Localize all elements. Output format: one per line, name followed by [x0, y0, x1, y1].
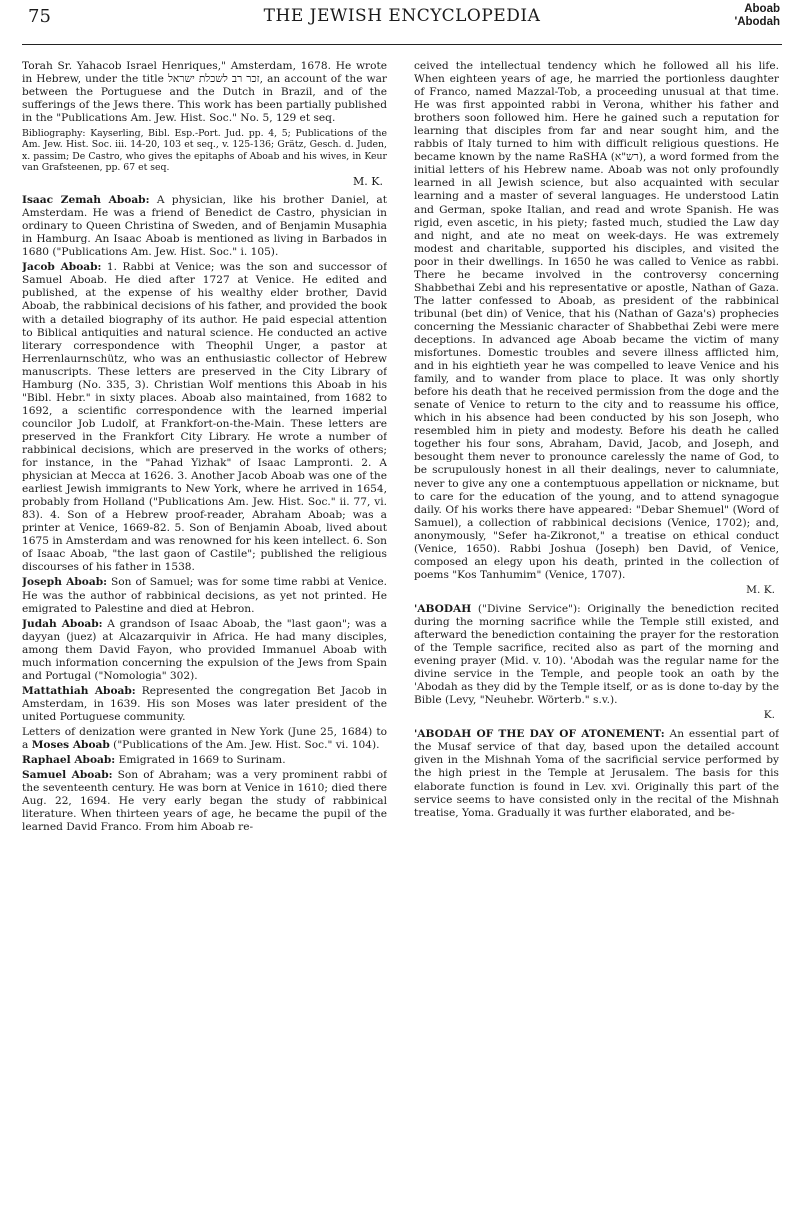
paragraph-samuel-continued: ceived the intellectual tendency which he followed all his life. When eighteen years of age, he married the portionless daughter of Franco, named Mazzal-Tob, a proceeding unusual at that time. He was first appointed rabbi in Verona, whither his father and brothers soon followed him. Here he gained such a reputation for learning that disciples from far and near sought him, and the rabbis of Italy turned to him with difficult religious questions. He became known by the name RaSHA (רש"א), a word formed from the initial letters of his Hebrew name. Aboab was not only profoundly learned in all Jewish science, but also acquainted with secular learning and a master of several languages. He understood Latin and German, spoke Italian, and read and wrote Spanish. He was rigid, even ascetic, in his piety; fasted much, studied the Law day and night, and ate no meat on week-days. He was extremely modest and charitable, supported his disciples, and visited the poor in their dwellings. In 1650 he was called to Venice as rabbi. There he became involved in the controversy concerning Shabbethai Zebi and his representative or apostle, Nathan of Gaza. The latter confessed to Aboab, as president of the rabbinical tribunal (bet din) of Venice, that his (Nathan of Gaza's) prophecies concerning the Messianic character of Shabbethai Zebi were mere deceptions. In advanced age Aboab became the victim of many misfortunes. Domestic troubles and severe illness afflicted him, and in his eightieth year he was compelled to leave Venice and his family, and to wander from place to place. It was only shortly before his death that he received permission from the doge and the senate of Venice to return to the city and to reassume his office, which in his absence had been conducted by his son Joseph, who resembled him in piety and modesty. Before his death he called together his four sons, Abraham, David, Jacob, and Joseph, and besought them never to pronounce carelessly the name of God, to be scrupulously honest in all their dealings, never to calumniate, never to give any one a contemptuous appellation or nickname, but to care for the education of the young, and to attend synagogue daily. Of his works there have appeared: "Debar Shemuel" (Word of Samuel), a collection of rabbinical decisions (Venice, 1702); and, anonymously, "Sefer ha-Zikronot," a treatise on ethical conduct (Venice, 1650). Rabbi Joshua (Joseph) ben David, of Venice, composed an elegy upon his death, printed in the collection of poems "Kos Tanhumim" (Venice, 1707). — [414, 60, 779, 581]
encyclopedia-page — [22, 0, 782, 1209]
entry-isaac-zemah-aboab — [22, 194, 387, 259]
headword: Jacob Aboab: — [22, 261, 102, 274]
entry-text: A physician, like his brother Daniel, at Amsterdam. He was a friend of Benedict de Castro, physician in ordinary to Queen Christina of Sweden, and of Benjamin Musaphia in Hamburg. An Isaac Aboab is mentioned as living in Barbados in 1680 ("Publications Am. Jew. Hist. Soc." i. 105). — [22, 194, 387, 259]
entry-text: Letters of denization were granted in New York (June 25, 1684) to a — [22, 725, 387, 752]
entry-text: Son of Abraham; was a very prominent rabbi of the seventeenth century. He was born at Venice in 1610; died there Aug. 22, 1694. He very early began the study of rabbinical literature. When thirteen years of age, he became the pupil of the learned David Franco. From him Aboab re- — [22, 769, 387, 834]
two-column-body — [22, 60, 782, 1200]
entry-text: Represented the congregation Bet Jacob in Amsterdam, in 1639. His son Moses was later president of the united Portuguese community. — [22, 684, 387, 723]
headword: Raphael Aboab: — [22, 754, 116, 767]
running-header — [22, 0, 782, 45]
entry-abodah — [414, 603, 779, 707]
headword: Judah Aboab: — [22, 617, 103, 630]
entry-joseph-aboab — [22, 576, 387, 615]
entry-text: Son of Samuel; was for some time rabbi at Venice. He was the author of rabbinical decisions, as yet not printed. He emigrated to Palestine and died at Hebron. — [22, 576, 387, 615]
headword: Isaac Zemah Aboab: — [22, 194, 150, 207]
entry-moses-aboab — [22, 726, 387, 752]
entry-samuel-aboab — [22, 769, 387, 834]
right-column — [414, 60, 779, 1200]
entry-text: An essential part of the Musaf service of that day, based upon the detailed account given in the Mishnah Yoma of the sacrificial service performed by the high priest in the Temple at Jerusalem. The basis for this elaborate function is found in Lev. xvi. Originally this part of the service seems to have consisted only in the recital of the Mishnah treatise, Yoma. Gradually it was further elaborated, and be- — [414, 728, 779, 819]
left-column — [22, 60, 387, 1200]
headword: 'ABODAH OF THE DAY OF ATONEMENT: — [414, 728, 665, 741]
entry-raphael-aboab — [22, 754, 387, 767]
guide-word-first: Aboab — [744, 3, 780, 15]
headword: Moses Aboab — [31, 739, 110, 752]
headword: Joseph Aboab: — [22, 576, 108, 589]
headword: 'ABODAH — [414, 602, 472, 615]
entry-abodah-day-of-atonement — [414, 728, 779, 819]
guide-words — [734, 3, 780, 29]
running-title: THE JEWISH ENCYCLOPEDIA — [263, 6, 541, 26]
entry-judah-aboab — [22, 618, 387, 683]
headword: Mattathiah Aboab: — [22, 684, 136, 697]
entry-text: 1. Rabbi at Venice; was the son and successor of Samuel Aboab. He died after 1727 at Venice. He edited and published, at the expense of his wealthy elder brother, David Aboab, the rabbinical decisions of his father, and provided the book with a detailed biography of its author. He paid especial attention to Biblical antiquities and natural science. He conducted an active literary correspondence with Theophil Unger, a pastor at Herrenlaurnschütz, who was an enthusiastic collector of Hebrew manuscripts. These letters are preserved in the City Library of Hamburg (No. 335, 3). Christian Wolf mentions this Aboab in his "Bibl. Hebr." in sixty places. Aboab also maintained, from 1682 to 1692, a scientific correspondence with the learned imperial councilor Job Ludolf, at Frankfort-on-the-Main. These letters are preserved in the Frankfort City Library. He wrote a number of rabbinical decisions, which are preserved in the works of others; for instance, in the "Pahad Yizhak" of Isaac Lampronti. 2. A physician at Mecca at 1626. 3. Another Jacob Aboab was one of the earliest Jewish immigrants to New York, where he arrived in 1654, probably from Holland ("Publications Am. Jew. Hist. Soc." ii. 77, vi. 83). 4. Son of a Hebrew proof-reader, Abraham Aboab; was a printer at Venice, 1669-82. 5. Son of Benjamin Aboab, lived about 1675 in Amsterdam and was renowned for his keen intellect. 6. Son of Isaac Aboab, "the last gaon of Castile"; published the religious discourses of his father in 1538. — [22, 261, 387, 574]
author-signature: K. — [763, 709, 775, 722]
entry-text: Emigrated in 1669 to Surinam. — [115, 754, 286, 767]
paragraph-henriques: Torah Sr. Yahacob Israel Henriques," Amsterdam, 1678. He wrote in Hebrew, under the title זכר רב לשכלת ישראל, an account of the war between the Portuguese and the Dutch in Brazil, and of the sufferings of the Jews there. This work has been partially published in the "Publications Am. Jew. Hist. Soc." No. 5, 129 et seq. — [22, 60, 387, 125]
page-number: 75 — [28, 6, 51, 27]
author-signature: M. K. — [353, 175, 383, 189]
bibliography: Bibliography: Kayserling, Bibl. Esp.-Port. Jud. pp. 4, 5; Publications of the Am. Jew. Hist. Soc. iii. 14-20, 103 et seq., v. 125-136; Grätz, Gesch. d. Juden, x. passim; De Castro, who gives the epitaphs of Aboab and his wives, in Keur van Grafsteenen, pp. 67 et seq. — [22, 128, 387, 173]
entry-text: ("Publications of the Am. Jew. Hist. Soc." vi. 104). — [109, 739, 380, 752]
guide-word-last: 'Abodah — [734, 16, 780, 28]
entry-jacob-aboab — [22, 261, 387, 574]
entry-text: A grandson of Isaac Aboab, the "last gaon"; was a dayyan (juez) at Alcazarquivir in Africa. He had many disciples, among them David Fayon, who provided Immanuel Aboab with much information concerning the expulsion of the Jews from Spain and Portugal ("Nomologia" 302). — [22, 617, 387, 682]
author-signature: M. K. — [746, 583, 775, 596]
entry-mattathiah-aboab — [22, 685, 387, 724]
headword: Samuel Aboab: — [22, 769, 113, 782]
entry-text: ("Divine Service"): Originally the benediction recited during the morning sacrifice while the Temple still existed, and afterward the benediction containing the prayer for the restoration of the Temple sacrifice, recited also as part of the morning and evening prayer (Mid. v. 10). 'Abodah was the regular name for the divine service in the Temple, and people took an oath by the 'Abodah as they did by the Temple itself, or as is done to-day by the Bible (Levy, "Neuhebr. Wörterb." s.v.). — [414, 602, 779, 707]
